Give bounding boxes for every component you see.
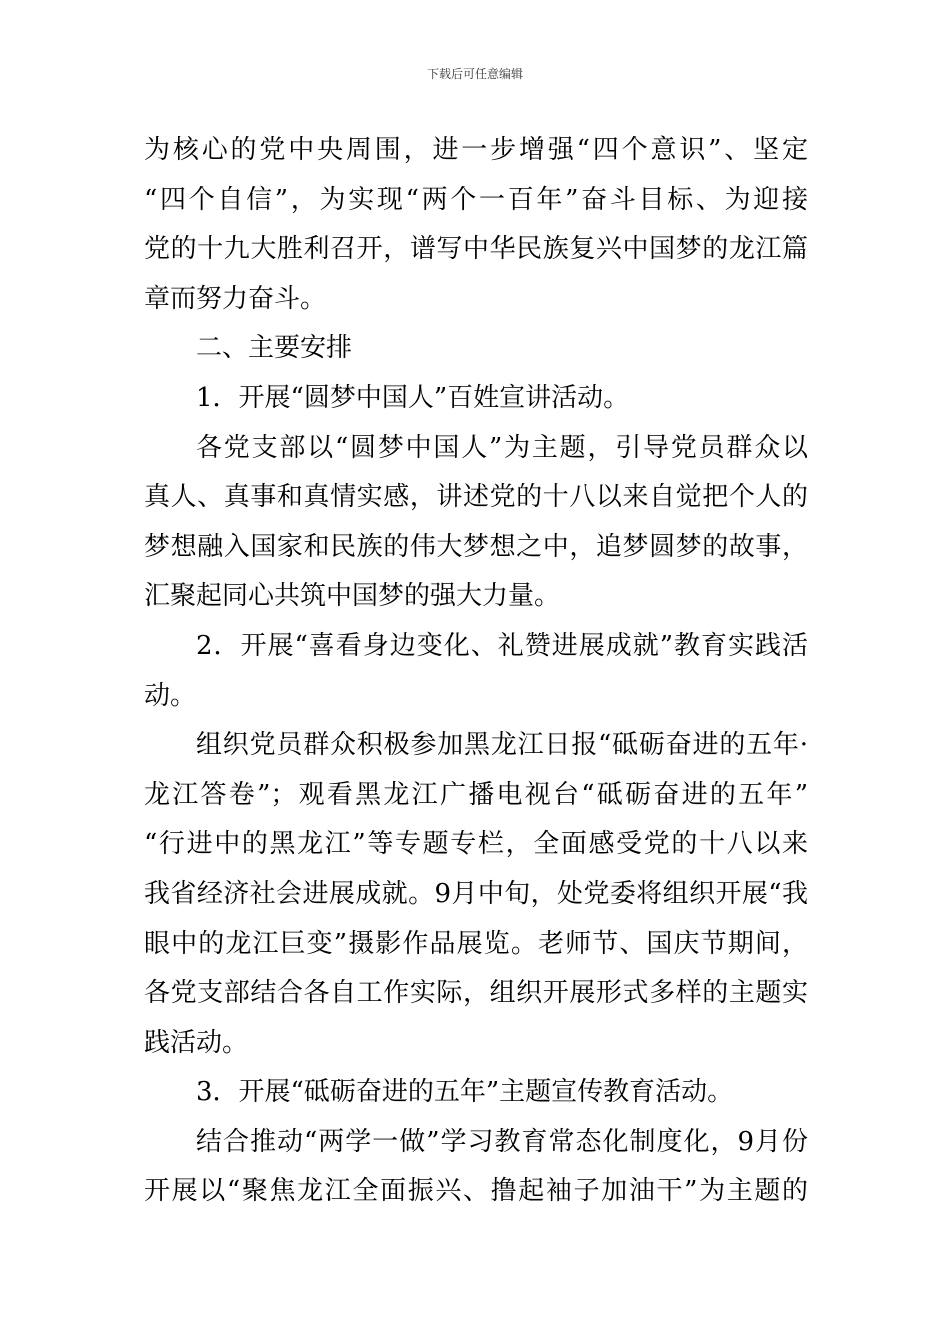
text-line: 为核心的党中央周围，进一步增强“四个意识”、坚定 [144, 135, 808, 165]
section-heading: 二、主要安排 [196, 333, 353, 364]
text-line: 开展以“聚焦龙江全面振兴、撸起袖子加油干”为主题的 [144, 1176, 808, 1207]
text-line: 梦想融入国家和民族的伟大梦想之中，追梦圆梦的故事， [144, 531, 808, 562]
page-header: 下载后可任意编辑 [426, 67, 523, 81]
document-body [144, 126, 808, 1217]
text-line: 各党支部结合各自工作实际，组织开展形式多样的主题实 [144, 978, 808, 1009]
text-line: 结合推动“两学一做”学习教育常态化制度化，9月份 [196, 1126, 808, 1157]
text-line: 践活动。 [144, 1027, 249, 1058]
text-line: 动。 [144, 680, 197, 711]
item-heading: 1．开展“圆梦中国人”百姓宣讲活动。 [196, 382, 630, 413]
text-line: 真人、真事和真情实感，讲述党的十八以来自觉把个人的 [144, 482, 808, 513]
text-line: 汇聚起同心共筑中国梦的强大力量。 [144, 581, 561, 612]
item-heading: 2．开展“喜看身边变化、礼赞进展成就”教育实践活 [196, 630, 808, 661]
text-line: “四个自信”，为实现“两个一百年”奋斗目标、为迎接 [144, 184, 808, 215]
text-line: 我省经济社会进展成就。9月中旬，处党委将组织开展“我 [144, 878, 808, 909]
text-line: 章而努力奋斗。 [144, 283, 327, 314]
text-line: 党的十九大胜利召开，谱写中华民族复兴中国梦的龙江篇 [144, 234, 808, 265]
text-line: 各党支部以“圆梦中国人”为主题，引导党员群众以 [196, 432, 808, 463]
text-line: 组织党员群众积极参加黑龙江日报“砥砺奋进的五年· [196, 730, 808, 761]
item-heading: 3．开展“砥砺奋进的五年”主题宣传教育活动。 [196, 1077, 734, 1108]
text-line: 眼中的龙江巨变”摄影作品展览。老师节、国庆节期间， [144, 928, 808, 959]
text-line: “行进中的黑龙江”等专题专栏，全面感受党的十八以来 [144, 829, 808, 860]
text-line: 龙江答卷”；观看黑龙江广播电视台“砥砺奋进的五年” [144, 779, 808, 810]
